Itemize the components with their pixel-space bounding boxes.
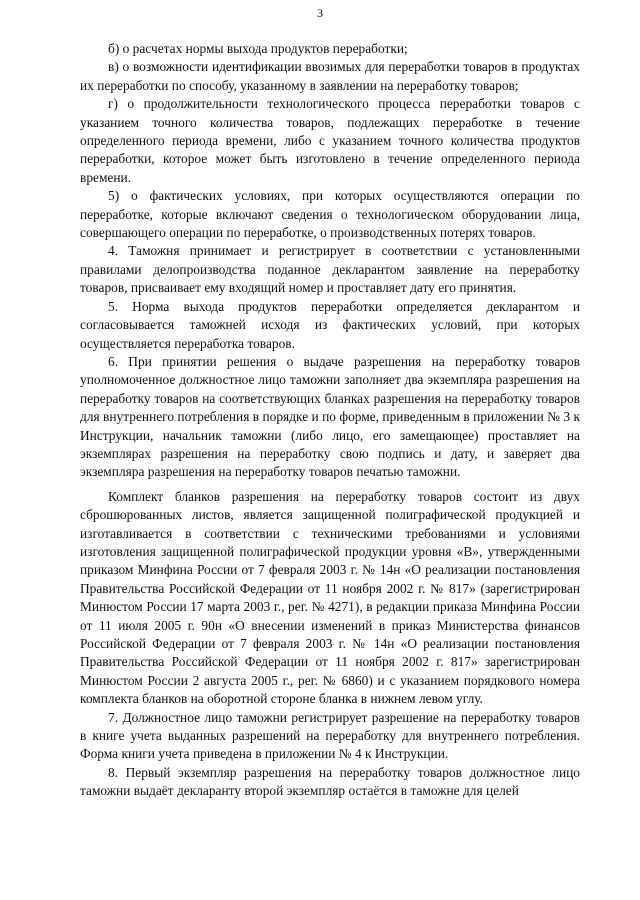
paragraph-b: б) о расчетах нормы выхода продуктов переработки; <box>108 41 408 56</box>
paragraph-8: 8. Первый экземпляр разрешения на переработку товаров должностное лицо таможни выдаёт декларанту второй экземпляр остаётся в таможне для целей <box>80 764 580 799</box>
paragraph-blank-set: Комплект бланков разрешения на переработку товаров состоит из двух сброшюрованных листов, является защищенной полиграфической продукцией и изготавливается в соответствии с техническими требованиями и условиями изготовления защищенной полиграфической продукции уровня «В», утвержденными приказом Минфина России от 7 февраля 2003 г. № 14н «О реализации постановления Правительства Российской Федерации от 11 ноября 2002 г. № 817» (зарегистрирован Минюстом России 17 марта 2003 г., рег. № 4271), в редакции приказа Минфина России от 11 июля 2005 г. 90н «О внесении изменений в приказ Министерства финансов Российской Федерации от 7 февраля 2003 г. № 14н «О реализации постановления Правительства Российской Федерации от 11 ноября 2002 г. 817» зарегистрирован Минюстом России 2 августа 2005 г., рег. № 6860) и с указанием порядкового номера комплекта бланков на оборотной стороне бланка в нижнем левом углу. <box>80 488 580 707</box>
document-body <box>80 40 580 801</box>
paragraph-5: 5. Норма выхода продуктов переработки определяется декларантом и согласовывается таможней исходя из фактических условий, при которых осуществляется переработка товаров. <box>80 298 580 351</box>
paragraph-7: 7. Должностное лицо таможни регистрирует разрешение на переработку товаров в книге учета выданных разрешений на переработку для внутреннего потребления. Форма книги учета приведена в приложении № 4 к Инструкции. <box>80 709 580 762</box>
paragraph-v: в) о возможности идентификации ввозимых для переработки товаров в продуктах их переработки по способу, указанному в заявлении на переработку товаров; <box>80 59 580 93</box>
paragraph-4: 4. Таможня принимает и регистрирует в соответствии с установленными правилами делопроизводства поданное декларантом заявление на переработку товаров, присваивает ему входящий номер и проставляет дату его принятия. <box>80 243 580 296</box>
page-number: 3 <box>317 6 323 20</box>
paragraph-g: г) о продолжительности технологического процесса переработки товаров с указанием точного количества товаров, подлежащих переработке в течение определенного периода времени, либо с указанием точного количества продуктов переработки, которое может быть изготовлено в течение определенного периода времени. <box>80 96 580 185</box>
paragraph-5-conditions: 5) о фактических условиях, при которых осуществляются операции по переработке, которые включают сведения о технологическом оборудовании лица, совершающего операции по переработке, о производственных потерях товаров. <box>80 188 580 241</box>
paragraph-6: 6. При принятии решения о выдаче разрешения на переработку товаров уполномоченное должностное лицо таможни заполняет два экземпляра разрешения на переработку товаров на соответствующих бланках разрешения на переработку товаров для внутреннего потребления в порядке и по форме, приведенным в приложении № 3 к Инструкции, начальник таможни (либо лицо, его замещающее) проставляет на экземплярах разрешения на переработку свою подпись и дату, и заверяет два экземпляра разрешения на переработку товаров печатью таможни. <box>80 353 580 480</box>
